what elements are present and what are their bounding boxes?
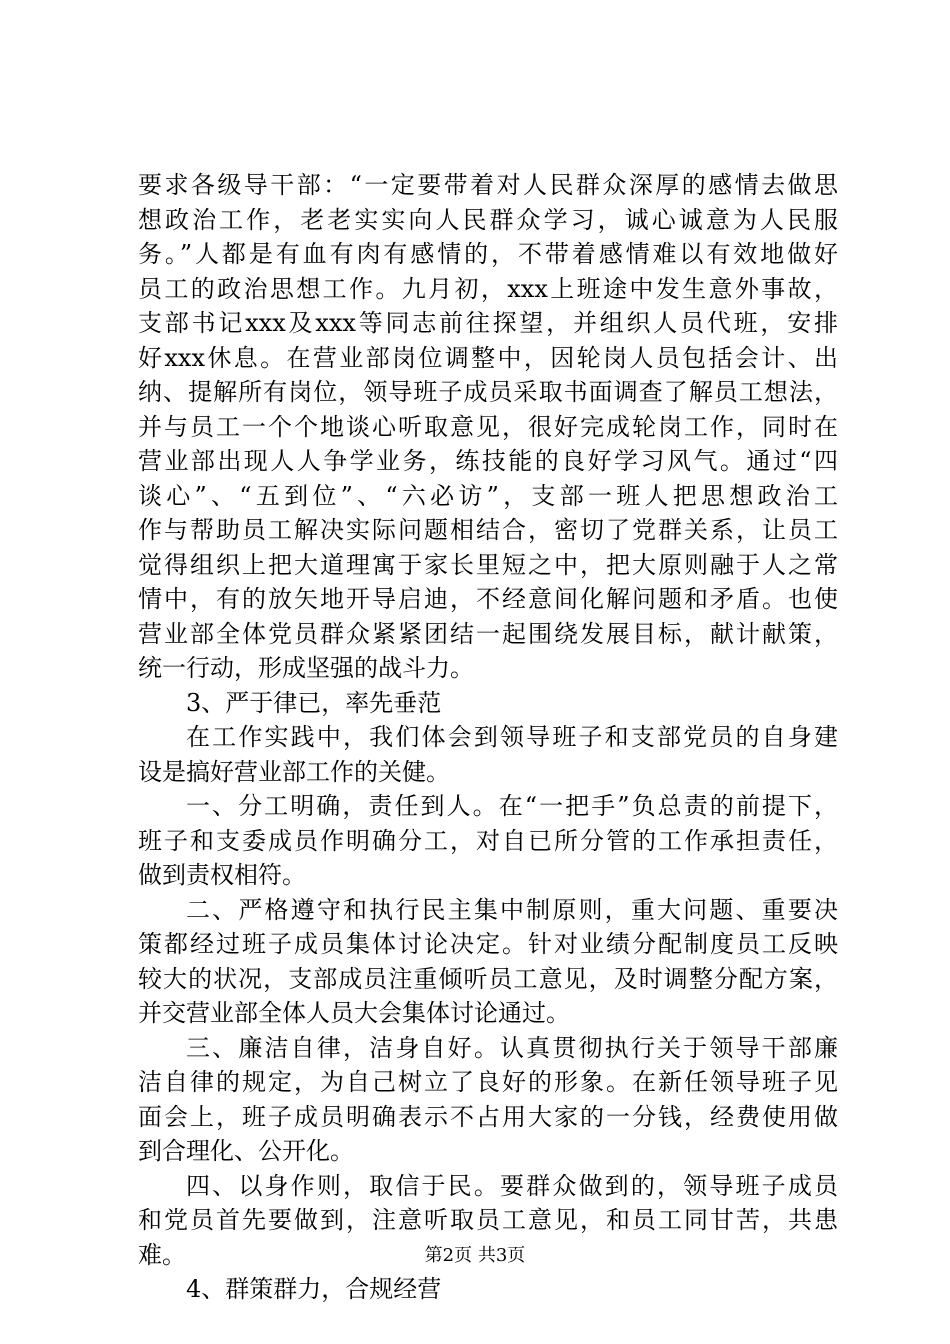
text-line: 谈心”、“五到位”、“六必访”，支部一班人把思想政治工 [138, 481, 838, 510]
text-line: 纳、提解所有岗位，领导班子成员采取书面调查了解员工想法， [138, 378, 838, 406]
text-line: 员工的政治思想工作。九月初，xxx上班途中发生意外事故， [138, 274, 838, 303]
text-line: 班子和支委成员作明确分工，对自已所分管的工作承担责任， [138, 826, 838, 855]
text-line: 洁自律的规定，为自己树立了良好的形象。在新任领导班子见 [138, 1068, 838, 1096]
text-line: 较大的状况，支部成员注重倾听员工意见，及时调整分配方案， [138, 964, 838, 993]
text-line: 和党员首先要做到，注意听取员工意见，和员工同甘苦，共患 [138, 1206, 838, 1234]
text-line: 营业部出现人人争学业务，练技能的良好学习风气。通过“四 [138, 447, 838, 475]
text-line: 统一行动，形成坚强的战斗力。 [138, 654, 474, 682]
text-line: 并交营业部全体人员大会集体讨论通过。 [138, 999, 570, 1027]
text-line: 四、以身作则，取信于民。要群众做到的，领导班子成员 [186, 1171, 838, 1200]
text-line: 三、廉洁自律，洁身自好。认真贯彻执行关于领导干部廉 [186, 1033, 838, 1062]
text-line: 作与帮助员工解决实际问题相结合，密切了党群关系，让员工 [138, 516, 838, 544]
text-line: 觉得组织上把大道理寓于家长里短之中，把大原则融于人之常 [138, 550, 838, 579]
text-line: 并与员工一个个地谈心听取意见，很好完成轮岗工作，同时在 [138, 412, 838, 441]
text-line: 想政治工作，老老实实向人民群众学习，诚心诚意为人民服 [138, 205, 838, 234]
text-line: 情中，有的放矢地开导启迪，不经意间化解问题和矛盾。也使 [138, 585, 838, 613]
text-line: 到合理化、公开化。 [138, 1137, 354, 1165]
text-line: 做到责权相符。 [138, 861, 306, 889]
text-line: 策都经过班子成员集体讨论决定。针对业绩分配制度员工反映 [138, 930, 838, 958]
page-footer: 第2页 共3页 [424, 1245, 526, 1266]
text-line: 支部书记xxx及xxx等同志前往探望，并组织人员代班，安排 [138, 309, 838, 337]
text-line: 营业部全体党员群众紧紧团结一起围绕发展目标，献计献策， [138, 619, 838, 648]
text-line: 务。”人都是有血有肉有感情的，不带着感情难以有效地做好 [138, 240, 838, 268]
document-body [138, 168, 838, 1307]
text-line: 面会上，班子成员明确表示不占用大家的一分钱，经费使用做 [138, 1102, 838, 1131]
text-line: 要求各级导干部：“一定要带着对人民群众深厚的感情去做思 [138, 171, 838, 199]
text-line: 在工作实践中，我们体会到领导班子和支部党员的自身建 [186, 723, 838, 751]
text-line: 3、严于律已，率先垂范 [186, 688, 442, 717]
text-line: 设是搞好营业部工作的关健。 [138, 757, 450, 786]
text-line: 4、群策群力，合规经营 [186, 1275, 442, 1303]
text-line: 二、严格遵守和执行民主集中制原则，重大问题、重要决 [186, 895, 838, 924]
text-line: 好xxx休息。在营业部岗位调整中，因轮岗人员包括会计、出 [138, 343, 838, 372]
text-line: 一、分工明确，责任到人。在“一把手”负总责的前提下， [186, 792, 838, 820]
text-line: 难。 [138, 1240, 186, 1269]
